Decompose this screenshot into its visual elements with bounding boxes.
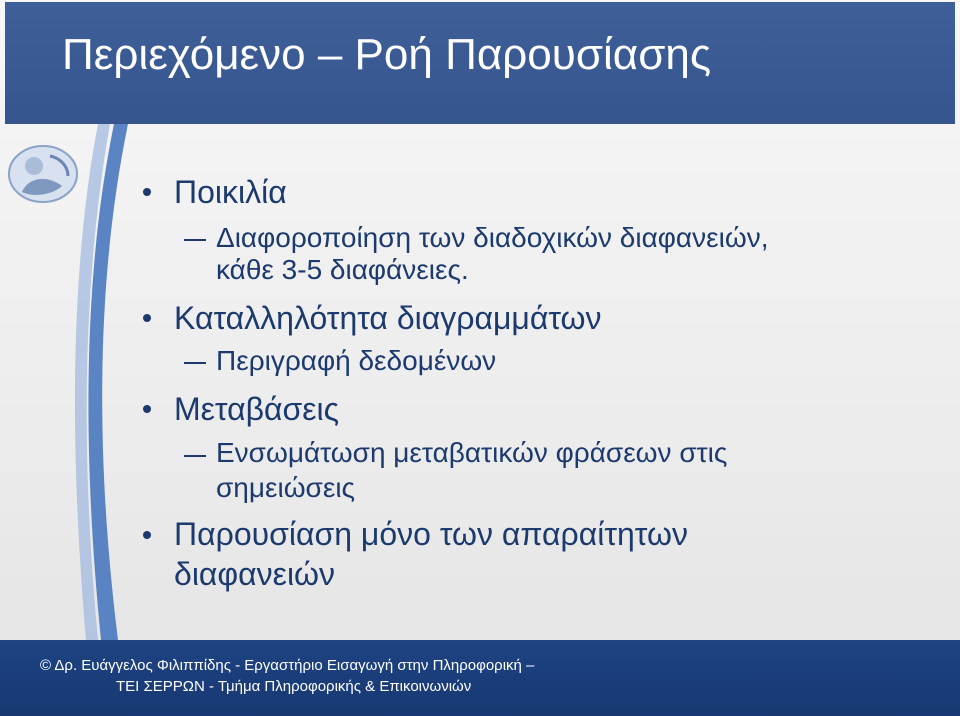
sub-item-1-line-2: κάθε 3-5 διαφάνειες.	[216, 254, 469, 285]
list-item-3: Μεταβάσεις	[174, 391, 340, 427]
list-item-2: Καταλληλότητα διαγραμμάτων	[174, 300, 602, 336]
bullet-icon	[143, 531, 151, 539]
bullet-icon	[143, 188, 151, 196]
sub-item-3-line-1: Ενσωμάτωση μεταβατικών φράσεων στις	[216, 437, 728, 468]
slide-title: Περιεχόμενο – Ροή Παρουσίασης	[62, 30, 712, 79]
sub-item-1-line-1: Διαφοροποίηση των διαδοχικών διαφανειών,	[216, 222, 769, 253]
footer-line-1: © Δρ. Ευάγγελος Φιλιππίδης - Εργαστήριο Εισαγωγή στην Πληροφορική –	[40, 657, 535, 674]
dash-icon	[184, 455, 206, 457]
list-item-4-line-2: διαφανειών	[174, 556, 336, 592]
dash-icon	[184, 362, 206, 364]
sub-item-2-line-1: Περιγραφή δεδομένων	[216, 345, 497, 376]
sub-item-3-line-2: σημειώσεις	[216, 472, 356, 503]
list-item-4-line-1: Παρουσίαση μόνο των απαραίτητων	[174, 516, 688, 552]
footer-line-2: ΤΕΙ ΣΕΡΡΩΝ - Τμήμα Πληροφορικής & Επικοινωνιών	[116, 678, 472, 695]
dash-icon	[184, 239, 206, 241]
list-item-1: Ποικιλία	[174, 174, 287, 210]
bullet-icon	[143, 405, 151, 413]
bullet-icon	[143, 314, 151, 322]
